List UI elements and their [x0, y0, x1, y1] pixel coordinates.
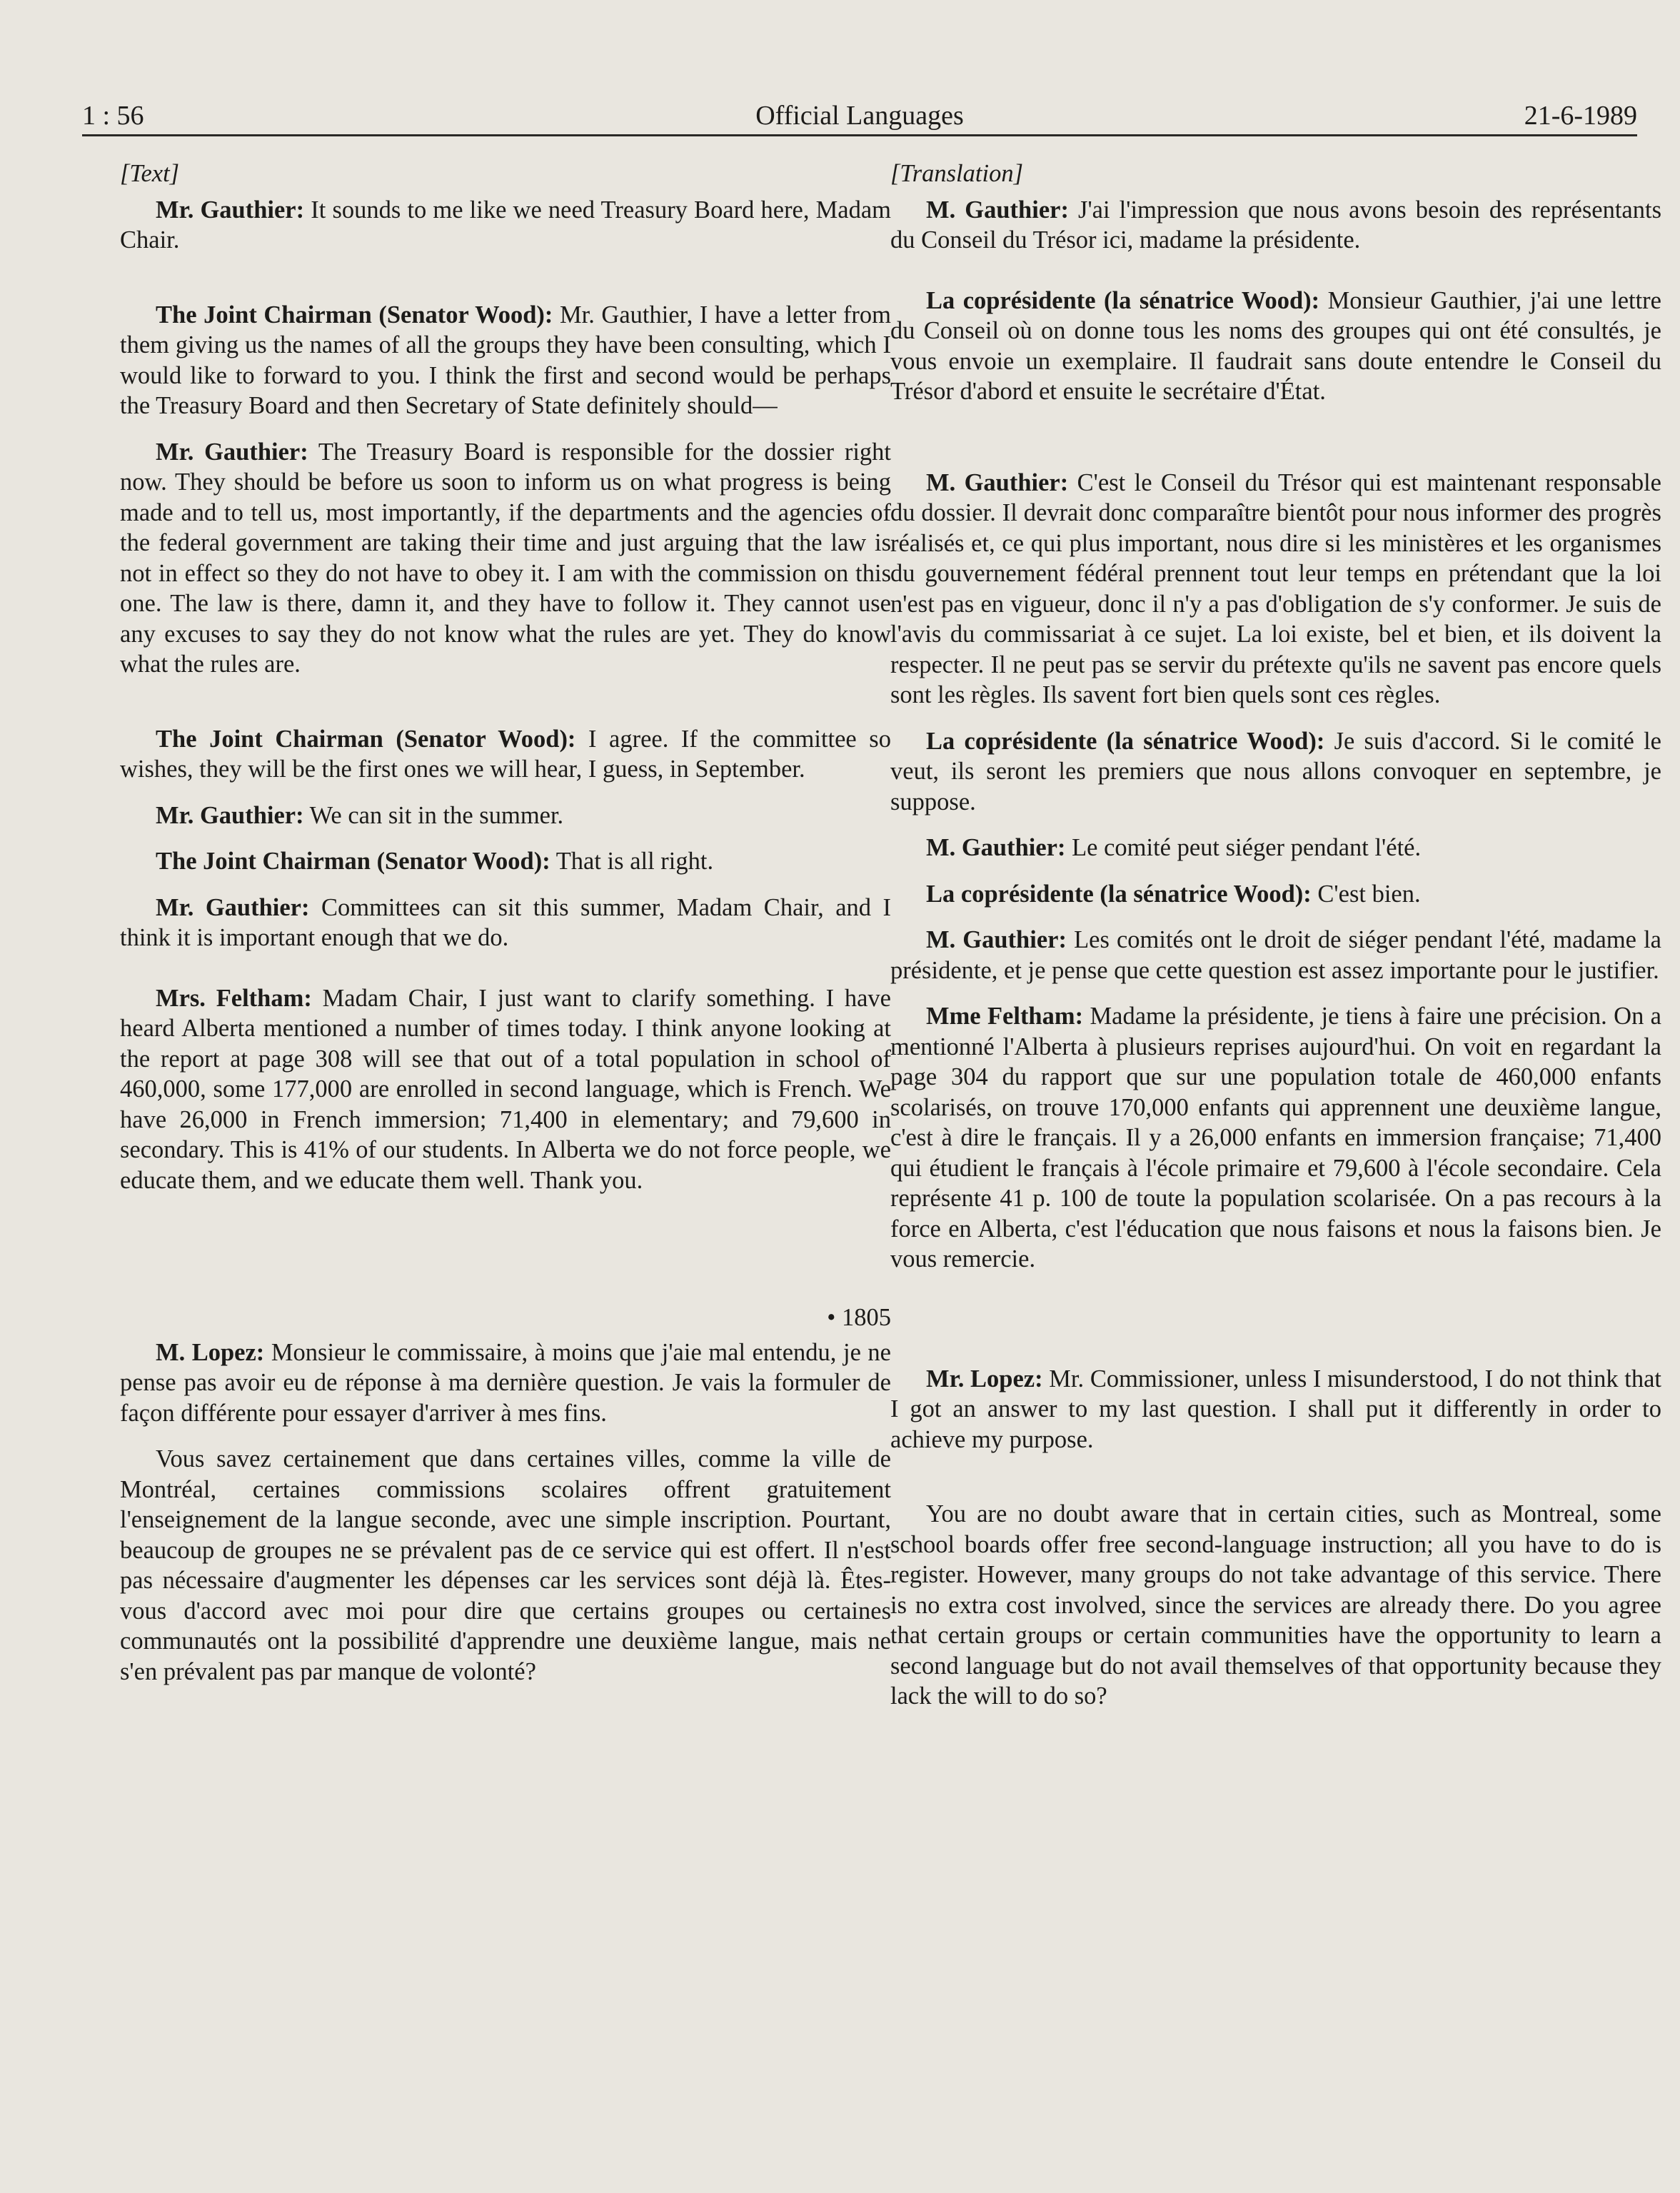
left-column	[120, 159, 891, 1687]
speech-text: The Treasury Board is responsible for the dossier right now. They should be before us soon to inform us on what progress is being made and to tell us, most importantly, if the departments and the agencies of the federal government are taking their time and just arguing that the law is not in effect so they do not have to obey it. I am with the commission on this one. The law is there, damn it, and they have to follow it. They cannot use any excuses to say they do not know what the rules are yet. They do know what the rules are.	[120, 438, 891, 678]
speaker-name: The Joint Chairman (Senator Wood):	[156, 725, 576, 753]
paragraph	[890, 879, 1661, 910]
speech-text: You are no doubt aware that in certain cities, such as Montreal, some school boards offer free second-language instruction; all you have to do is register. However, many groups do not take advantage of this service. There is no extra cost involved, since the services are already there. Do you agree that certain groups or certain communities have the opportunity to learn a second language but do not avail themselves of that opportunity because they lack the will to do so?	[890, 1500, 1661, 1710]
speech-text: We can sit in the summer.	[303, 801, 564, 829]
speech-text: Madame la présidente, je tiens à faire une précision. On a mentionné l'Alberta à plusieurs reprises aujourd'hui. On voit en regardant la page 304 du rapport que sur une population totale de 460,000 enfants scolarisés, on trouve 170,000 enfants qui apprennent une deuxième langue, c'est à dire le français. Il y a 26,000 enfants en immersion française; 71,400 qui étudient le français à l'école primaire et 79,600 à l'école secondaire. Cela représente 41 p. 100 de toute la population scolarisée. On a pas recours à la force en Alberta, c'est l'éducation que nous faisons et nous la faisons bien. Je vous remercie.	[890, 1003, 1661, 1273]
paragraph	[890, 925, 1661, 985]
paragraph	[890, 726, 1661, 818]
paragraph	[890, 833, 1661, 863]
speech-text: It sounds to me like we need Treasury Board here, Madam Chair.	[120, 196, 892, 254]
paragraph	[120, 1338, 891, 1429]
text-tag: [Text]	[120, 160, 180, 187]
speaker-name: Mme Feltham:	[926, 1003, 1084, 1030]
paragraph	[890, 468, 1661, 711]
page-number: 1 : 56	[82, 101, 144, 131]
speech-text: Vous savez certainement que dans certaines villes, comme la ville de Montréal, certaines commissions scolaires offrent gratuitement l'enseignement de la langue seconde, avec une simple inscription. Pourtant, beaucoup de groupes ne se prévalent pas de ce service qui est offert. Il n'est pas nécessaire d'augmenter les dépenses car les services sont déjà là. Êtes-vous d'accord avec moi pour dire que certains groupes ou certaines communautés ont la possibilité d'apprendre une deuxième langue, mais ne s'en prévalent pas par manque de volonté?	[120, 1445, 891, 1685]
speaker-name: Mr. Gauthier:	[156, 893, 310, 921]
speech-text: J'ai l'impression que nous avons besoin des représentants du Conseil du Trésor ici, madame la présidente.	[890, 196, 1661, 254]
speaker-name: La coprésidente (la sénatrice Wood):	[926, 880, 1312, 908]
speaker-name: M. Lopez:	[156, 1338, 265, 1366]
paragraph	[890, 195, 1661, 256]
speech-text: Committees can sit this summer, Madam Chair, and I think it is important enough that we do.	[120, 893, 891, 951]
speaker-name: Mr. Gauthier:	[156, 801, 304, 829]
paragraph	[120, 846, 891, 877]
speech-text: I agree. If the committee so wishes, they will be the first ones we will hear, I guess, in September.	[120, 725, 891, 783]
right-column	[890, 159, 1661, 1712]
time-mark: • 1805	[827, 1304, 891, 1331]
header-rule	[82, 134, 1637, 136]
speech-text: Les comités ont le droit de siéger pendant l'été, madame la présidente, et je pense que cette question est assez importante pour le justifier.	[890, 926, 1661, 984]
speech-text: Mr. Gauthier, I have a letter from them giving us the names of all the groups they have been consulting, which I would like to forward to you. I think the first and second would be perhaps the Treasury Board and then Secretary of State definitely should—	[120, 301, 891, 419]
paragraph	[120, 893, 891, 953]
paragraph	[120, 801, 891, 831]
translation-tag: [Translation]	[890, 160, 1023, 187]
speaker-name: La coprésidente (la sénatrice Wood):	[926, 286, 1320, 314]
speaker-name: M. Gauthier:	[926, 196, 1069, 224]
speaker-name: M. Gauthier:	[926, 834, 1066, 861]
speaker-name: Mr. Lopez:	[926, 1365, 1043, 1392]
paragraph	[890, 286, 1661, 407]
paragraph	[890, 1499, 1661, 1712]
page-title: Official Languages	[755, 101, 964, 131]
speaker-name: The Joint Chairman (Senator Wood):	[156, 848, 550, 875]
paragraph	[120, 1444, 891, 1687]
speech-text: Madam Chair, I just want to clarify something. I have heard Alberta mentioned a number of times today. I think anyone looking at the report at page 308 will see that out of a total population in school of 460,000, some 177,000 are enrolled in second language, which is French. We have 26,000 in French immersion; 71,400 in elementary; and 79,600 in secondary. This is 41% of our students. In Alberta we do not force people, we educate them, and we educate them well. Thank you.	[120, 984, 891, 1194]
paragraph	[120, 300, 891, 421]
speech-text: That is all right.	[550, 848, 714, 875]
paragraph	[890, 1001, 1661, 1275]
paragraph	[890, 1364, 1661, 1455]
speaker-name: M. Gauthier:	[926, 926, 1067, 953]
speech-text: Mr. Commissioner, unless I misunderstood, I do not think that I got an answer to my last question. I shall put it differently in order to achieve my purpose.	[890, 1365, 1661, 1453]
paragraph	[120, 195, 891, 256]
speech-text: Je suis d'accord. Si le comité le veut, ils seront les premiers que nous allons convoquer en septembre, je suppose.	[890, 727, 1661, 816]
speech-text: Monsieur Gauthier, j'ai une lettre du Conseil où on donne tous les noms des groupes qui ont été consultés, je vous envoie un exemplaire. Il faudrait sans doute entendre le Conseil du Trésor d'abord et ensuite le secrétaire d'État.	[890, 286, 1661, 405]
speech-text: Le comité peut siéger pendant l'été.	[1065, 834, 1422, 861]
paragraph	[120, 437, 891, 680]
page-date: 21-6-1989	[1524, 101, 1637, 131]
paragraph	[120, 724, 891, 785]
speaker-name: La coprésidente (la sénatrice Wood):	[926, 727, 1325, 755]
speaker-name: Mr. Gauthier:	[156, 438, 308, 466]
page-header	[82, 97, 1637, 134]
speaker-name: M. Gauthier:	[926, 468, 1069, 496]
paragraph	[120, 983, 891, 1196]
speech-text: C'est le Conseil du Trésor qui est maintenant responsable du dossier. Il devrait donc comparaître bientôt pour nous informer des progrès réalisés et, ce qui plus important, nous dire si les ministères et les organismes du gouvernement fédéral prennent tout leur temps en prétendant que la loi n'est pas en vigueur, donc il n'y a pas d'obligation de s'y conformer. Je suis de l'avis du commissariat à ce sujet. La loi existe, bel et bien, et ils doivent la respecter. Il ne peut pas se servir du prétexte qu'ils ne savent pas encore quels sont les règles. Ils savent fort bien quels sont ces règles.	[890, 468, 1661, 708]
speaker-name: Mrs. Feltham:	[156, 984, 312, 1012]
speech-text: Monsieur le commissaire, à moins que j'aie mal entendu, je ne pense pas avoir eu de réponse à ma dernière question. Je vais la formuler de façon différente pour essayer d'arriver à mes fins.	[120, 1338, 891, 1427]
speaker-name: The Joint Chairman (Senator Wood):	[156, 301, 553, 328]
speaker-name: Mr. Gauthier:	[156, 196, 305, 224]
speech-text: C'est bien.	[1311, 880, 1421, 908]
